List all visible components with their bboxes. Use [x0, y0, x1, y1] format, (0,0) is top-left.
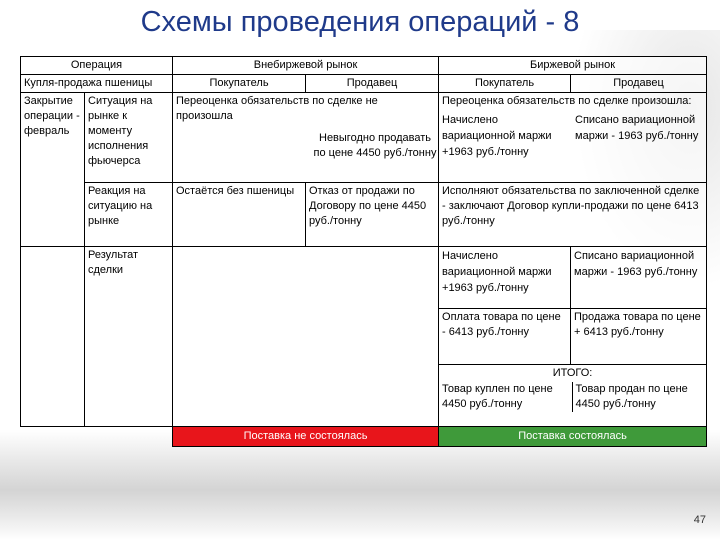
ex-revaluation: Переоценка обязательств по сделке произошла: — [442, 95, 692, 107]
ex-reaction: Исполняют обязательства по заключенной сделке - заключают Договор купли-продажи по цене 6413 руб./тонну — [439, 183, 707, 247]
otc-seller-reaction: Отказ от продажи по Договору по цене 4450 руб./тонну — [306, 183, 439, 247]
result-empty-cell-3 — [21, 365, 85, 427]
subheader-row — [21, 75, 707, 93]
page-number: 47 — [693, 514, 706, 526]
otc-buyer-header: Покупатель — [173, 75, 306, 93]
header-otc-market: Внебиржевой рынок — [173, 57, 439, 75]
operations-table — [20, 56, 707, 447]
ex-seller-result-margin: Списано вариационной маржи - 1963 руб./тонну — [571, 247, 707, 309]
ex-delivery-status: Поставка состоялась — [439, 427, 707, 447]
reaction-label: Реакция на ситуацию на рынке — [85, 183, 173, 247]
ex-seller-sale: Продажа товара по цене + 6413 руб./тонну — [571, 309, 707, 365]
result-margin-row — [21, 247, 707, 309]
ex-buyer-total: Товар куплен по цене 4450 руб./тонну — [439, 382, 573, 412]
otc-revaluation: Переоценка обязательств по сделке не произошла — [176, 95, 378, 122]
ex-seller-margin: Списано вариационной маржи - 1963 руб./тонну — [575, 114, 699, 142]
reaction-row — [21, 183, 707, 247]
otc-seller-note: Невыгодно продавать по цене 4450 руб./тонну — [313, 132, 437, 159]
situation-label: Ситуация на рынке к моменту исполнения фьючерса — [85, 93, 173, 183]
operation-name: Купля-продажа пшеницы — [21, 75, 173, 93]
ex-seller-header: Продавец — [571, 75, 707, 93]
header-exchange-market: Биржевой рынок — [439, 57, 707, 75]
ex-seller-total: Товар продан по цене 4450 руб./тонну — [575, 383, 688, 410]
otc-seller-header: Продавец — [306, 75, 439, 93]
result-label: Результат сделки — [85, 247, 173, 427]
status-spacer — [21, 427, 173, 447]
status-row — [21, 427, 707, 447]
ex-situation-cell — [439, 93, 707, 183]
ex-buyer-margin: Начислено вариационной маржи +1963 руб./тонну — [442, 114, 552, 158]
otc-result-cell — [173, 247, 439, 427]
situation-row — [21, 93, 707, 183]
ex-buyer-header: Покупатель — [439, 75, 571, 93]
ex-buyer-payment: Оплата товара по цене - 6413 руб./тонну — [439, 309, 571, 365]
ex-buyer-result-margin: Начислено вариационной маржи +1963 руб./тонну — [439, 247, 571, 309]
ex-total-cell — [439, 365, 707, 427]
otc-situation-cell — [173, 93, 439, 183]
otc-buyer-reaction: Остаётся без пшеницы — [173, 183, 306, 247]
slide-title: Схемы проведения операций - 8 — [140, 6, 580, 38]
closing-label: Закрытие операции - февраль — [21, 93, 85, 247]
otc-delivery-status: Поставка не состоялась — [173, 427, 439, 447]
header-row — [21, 57, 707, 75]
header-operation: Операция — [21, 57, 173, 75]
total-label: ИТОГО: — [552, 367, 593, 379]
result-empty-cell-2 — [21, 309, 85, 365]
result-empty-cell — [21, 247, 85, 309]
